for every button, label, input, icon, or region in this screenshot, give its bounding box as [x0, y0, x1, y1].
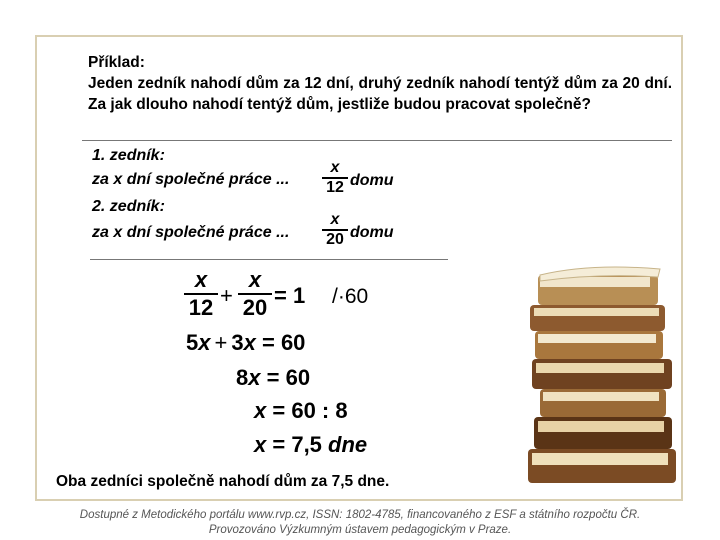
step1-coef-a: 5	[186, 330, 199, 355]
worker1-fraction	[322, 159, 348, 197]
step1-var-2: x	[243, 330, 256, 355]
step2-rest: = 60	[266, 365, 311, 390]
book-stack	[528, 267, 676, 483]
worker2-numerator: x	[330, 211, 340, 228]
problem-statement	[88, 52, 672, 115]
worker1-label: 1. zedník:	[92, 147, 165, 164]
footer-line-1: Dostupné z Metodického portálu www.rvp.cz, ISSN: 1802-4785, financovaného z ESF a státního rozpočtu ČR.	[79, 509, 641, 521]
answer-text: Oba zedníci společně nahodí dům za 7,5 dne.	[56, 473, 390, 490]
step2-coef-a: 8	[236, 365, 249, 390]
step2-var: x	[248, 365, 261, 390]
step1-plus: +	[214, 330, 228, 355]
book-stack-illustration	[520, 255, 685, 500]
eq-frac1-denominator: 12	[188, 294, 214, 320]
eq-frac1-numerator: x	[194, 267, 208, 292]
worker1-numerator: x	[330, 159, 340, 176]
step1-var-1: x	[198, 330, 211, 355]
footer-line-2: Provozováno Výzkumným ústavem pedagogickým v Praze.	[208, 524, 512, 536]
step-2	[236, 365, 310, 391]
problem-title: Příklad:	[88, 54, 145, 71]
equation-equals-one: = 1	[274, 283, 306, 308]
divider-middle	[90, 259, 448, 260]
worker2-line: za x dní společné práce ...	[92, 224, 290, 241]
problem-text: Jeden zedník nahodí dům za 12 dní, druhý zedník nahodí tentýž dům za 20 dní. Za jak dlouho nahodí tentýž dům, jestliže budou pracovat společně?	[88, 75, 672, 113]
eq-frac2-denominator: 20	[242, 294, 268, 320]
equation-multiplier: /·60	[332, 285, 369, 308]
step1-rest: = 60	[261, 330, 306, 355]
equation-fraction-2	[238, 267, 272, 321]
step4-unit: dne	[328, 432, 368, 457]
step3-var: x	[254, 398, 267, 423]
worker1-suffix: domu	[350, 172, 394, 189]
eq-frac2-numerator: x	[248, 267, 262, 292]
worker2-label: 2. zedník:	[92, 198, 165, 215]
worker1-line: za x dní společné práce ...	[92, 171, 290, 188]
worker1-denominator: 12	[326, 178, 344, 196]
step1-coef-b: 3	[231, 330, 244, 355]
footer	[20, 508, 700, 538]
step-4	[254, 432, 367, 458]
step-1	[186, 330, 305, 356]
step4-rest: = 7,5	[272, 432, 322, 457]
step3-rest: = 60 : 8	[272, 398, 348, 423]
equation-fraction-1	[184, 267, 218, 321]
worker2-suffix: domu	[350, 224, 394, 241]
equation-plus: +	[220, 283, 233, 308]
worker2-fraction	[322, 211, 348, 249]
step-3	[254, 398, 348, 424]
worker2-denominator: 20	[326, 230, 344, 248]
divider-top	[82, 140, 672, 141]
step4-var: x	[254, 432, 267, 457]
